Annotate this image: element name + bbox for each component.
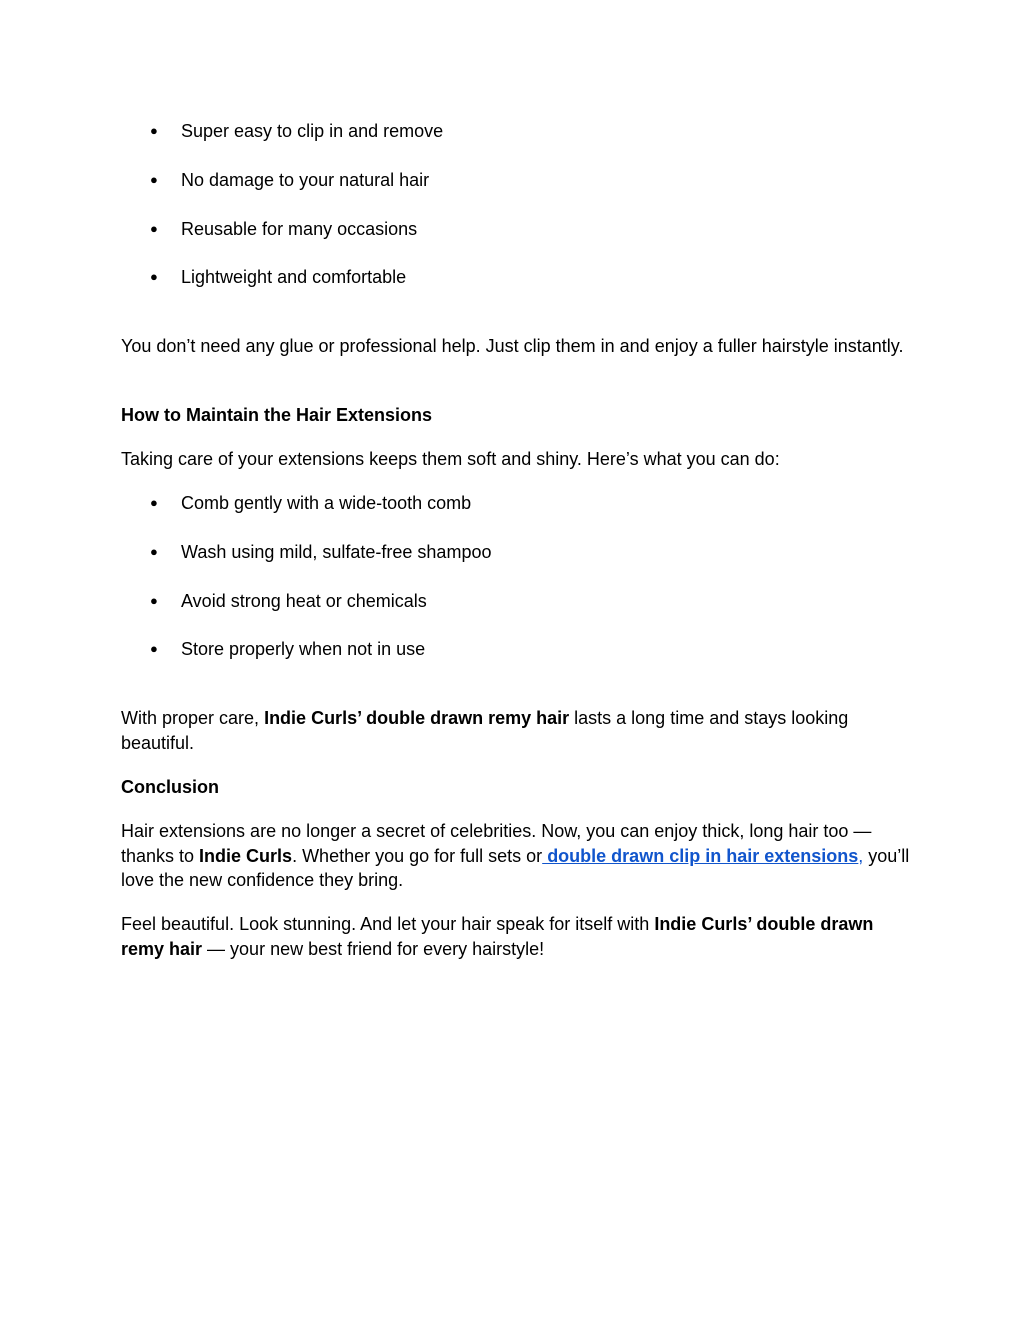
text-run: Hair extensions are no longer a secret of celebrities. Now, you can enjoy thick, long hair too — thanks to (121, 821, 872, 866)
list-item (150, 253, 443, 302)
bullet-icon: ● (150, 172, 158, 188)
text-run: lasts a long time and stays looking beautiful. (121, 708, 849, 753)
link-text[interactable]: double drawn clip in hair extensions (542, 845, 859, 866)
bullet-icon: ● (150, 220, 158, 236)
list-item-text: Avoid strong heat or chemicals (181, 590, 427, 611)
list-item (150, 625, 491, 674)
bullet-icon: ● (150, 269, 158, 285)
double-drawn-clip-in-link[interactable] (542, 846, 863, 866)
paragraph-care-intro: Taking care of your extensions keeps them soft and shiny. Here’s what you can do: (121, 449, 780, 469)
link-comma[interactable]: , (858, 845, 864, 866)
list-item (150, 204, 443, 253)
list-item-text: Lightweight and comfortable (181, 267, 407, 288)
list-item-text: Reusable for many occasions (181, 218, 418, 239)
benefits-list (150, 107, 443, 302)
section-heading-maintain: How to Maintain the Hair Extensions (121, 405, 433, 425)
care-tips-list (150, 479, 491, 674)
paragraph-conclusion (121, 819, 911, 893)
list-item (150, 107, 443, 156)
list-item (150, 576, 491, 625)
paragraph-final (121, 912, 911, 961)
list-item (150, 479, 491, 528)
bold-text-brand-product: Indie Curls’ double drawn remy hair (121, 914, 874, 959)
bullet-icon: ● (150, 544, 158, 560)
text-run: — your new best friend for every hairstyle! (202, 938, 545, 959)
list-item (150, 156, 443, 205)
bullet-icon: ● (150, 592, 158, 608)
text-run: Feel beautiful. Look stunning. And let your hair speak for itself with (121, 914, 655, 934)
list-item-text: Super easy to clip in and remove (181, 121, 444, 142)
text-run: . Whether you go for full sets or (292, 845, 543, 866)
section-heading-conclusion: Conclusion (121, 777, 219, 797)
list-item (150, 528, 491, 577)
paragraph-proper-care (121, 706, 911, 755)
bold-text-brand: Indie Curls (199, 845, 293, 866)
bullet-icon: ● (150, 123, 158, 139)
text-run: With proper care, (121, 708, 265, 728)
list-item-text: No damage to your natural hair (181, 170, 430, 191)
list-item-text: Store properly when not in use (181, 639, 426, 660)
list-item-text: Comb gently with a wide-tooth comb (181, 493, 472, 514)
paragraph-no-glue: You don’t need any glue or professional help. Just clip them in and enjoy a fuller hairstyle instantly. (121, 336, 904, 356)
text-run: you’ll love the new confidence they bring. (121, 845, 910, 890)
bold-text-brand-product: Indie Curls’ double drawn remy hair (264, 708, 570, 728)
bullet-icon: ● (150, 641, 158, 657)
bullet-icon: ● (150, 495, 158, 511)
list-item-text: Wash using mild, sulfate-free shampoo (181, 542, 492, 563)
